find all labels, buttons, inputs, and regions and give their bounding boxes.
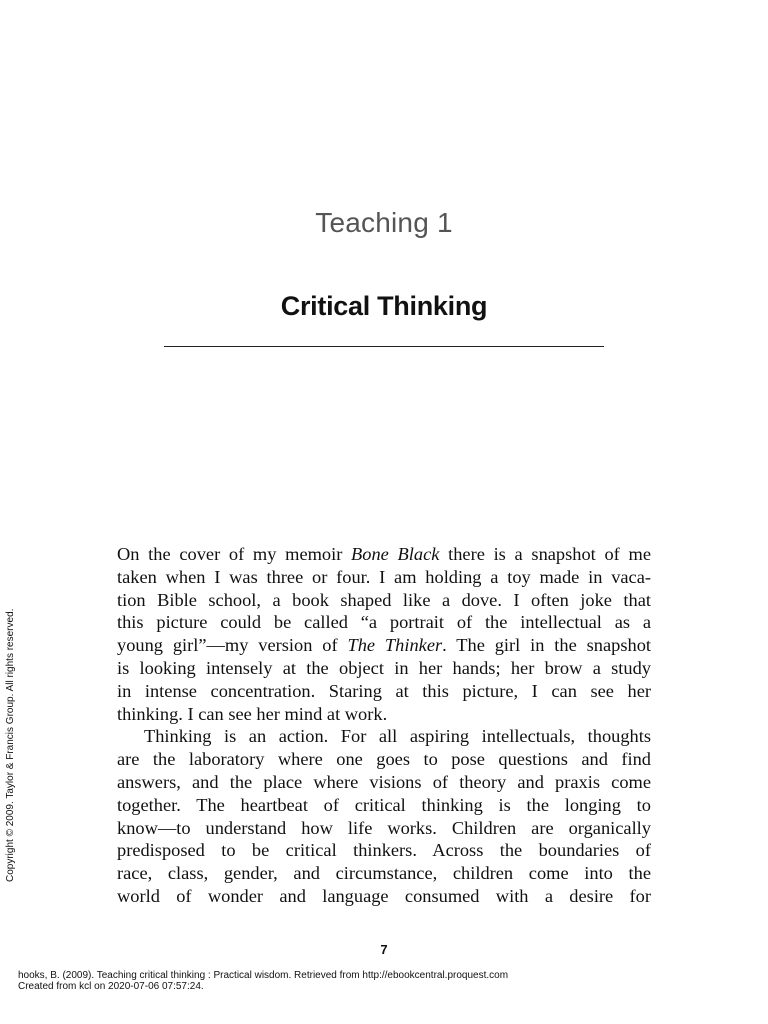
body-text [117, 543, 651, 908]
page-number: 7 [380, 942, 388, 957]
body-line: this picture could be called “a portrait of the intellectual as a [117, 612, 651, 633]
body-line: in intense concentration. Staring at this picture, I can see her [117, 680, 651, 701]
footer-citation: hooks, B. (2009). Teaching critical thinking : Practical wisdom. Retrieved from http://ebookcentral.proquest.com [18, 970, 509, 981]
body-line: world of wonder and language consumed with a desire for [117, 885, 651, 906]
body-line: thinking. I can see her mind at work. [117, 703, 388, 724]
body-line: know—to understand how life works. Children are organically [117, 817, 651, 838]
body-line: young girl”—my version of The Thinker. The girl in the snapshot [117, 635, 651, 656]
body-line: answers, and the place where visions of theory and praxis come [117, 771, 651, 792]
title-divider [164, 346, 604, 347]
chapter-label: Teaching 1 [315, 207, 453, 238]
body-line: together. The heartbeat of critical thinking is the longing to [117, 794, 651, 815]
italic-title: Bone Black [351, 544, 440, 564]
body-line: tion Bible school, a book shaped like a dove. I often joke that [117, 589, 651, 610]
body-line: are the laboratory where one goes to pose questions and find [117, 749, 651, 770]
body-line: is looking intensely at the object in her hands; her brow a study [117, 657, 651, 678]
footer-created: Created from kcl on 2020-07-06 07:57:24. [18, 981, 204, 992]
italic-title: The Thinker [347, 635, 443, 656]
body-line: race, class, gender, and circumstance, children come into the [117, 863, 651, 884]
body-line: predisposed to be critical thinkers. Across the boundaries of [117, 840, 651, 861]
body-line: taken when I was three or four. I am holding a toy made in vaca- [117, 566, 651, 587]
page-footer [18, 970, 508, 992]
side-copyright-notice: Copyright © 2009. Taylor & Francis Group. All rights reserved. [5, 608, 16, 882]
body-line: Thinking is an action. For all aspiring intellectuals, thoughts [144, 726, 651, 747]
chapter-title: Critical Thinking [280, 291, 488, 321]
body-line: On the cover of my memoir Bone Black there is a snapshot of me [117, 544, 651, 564]
